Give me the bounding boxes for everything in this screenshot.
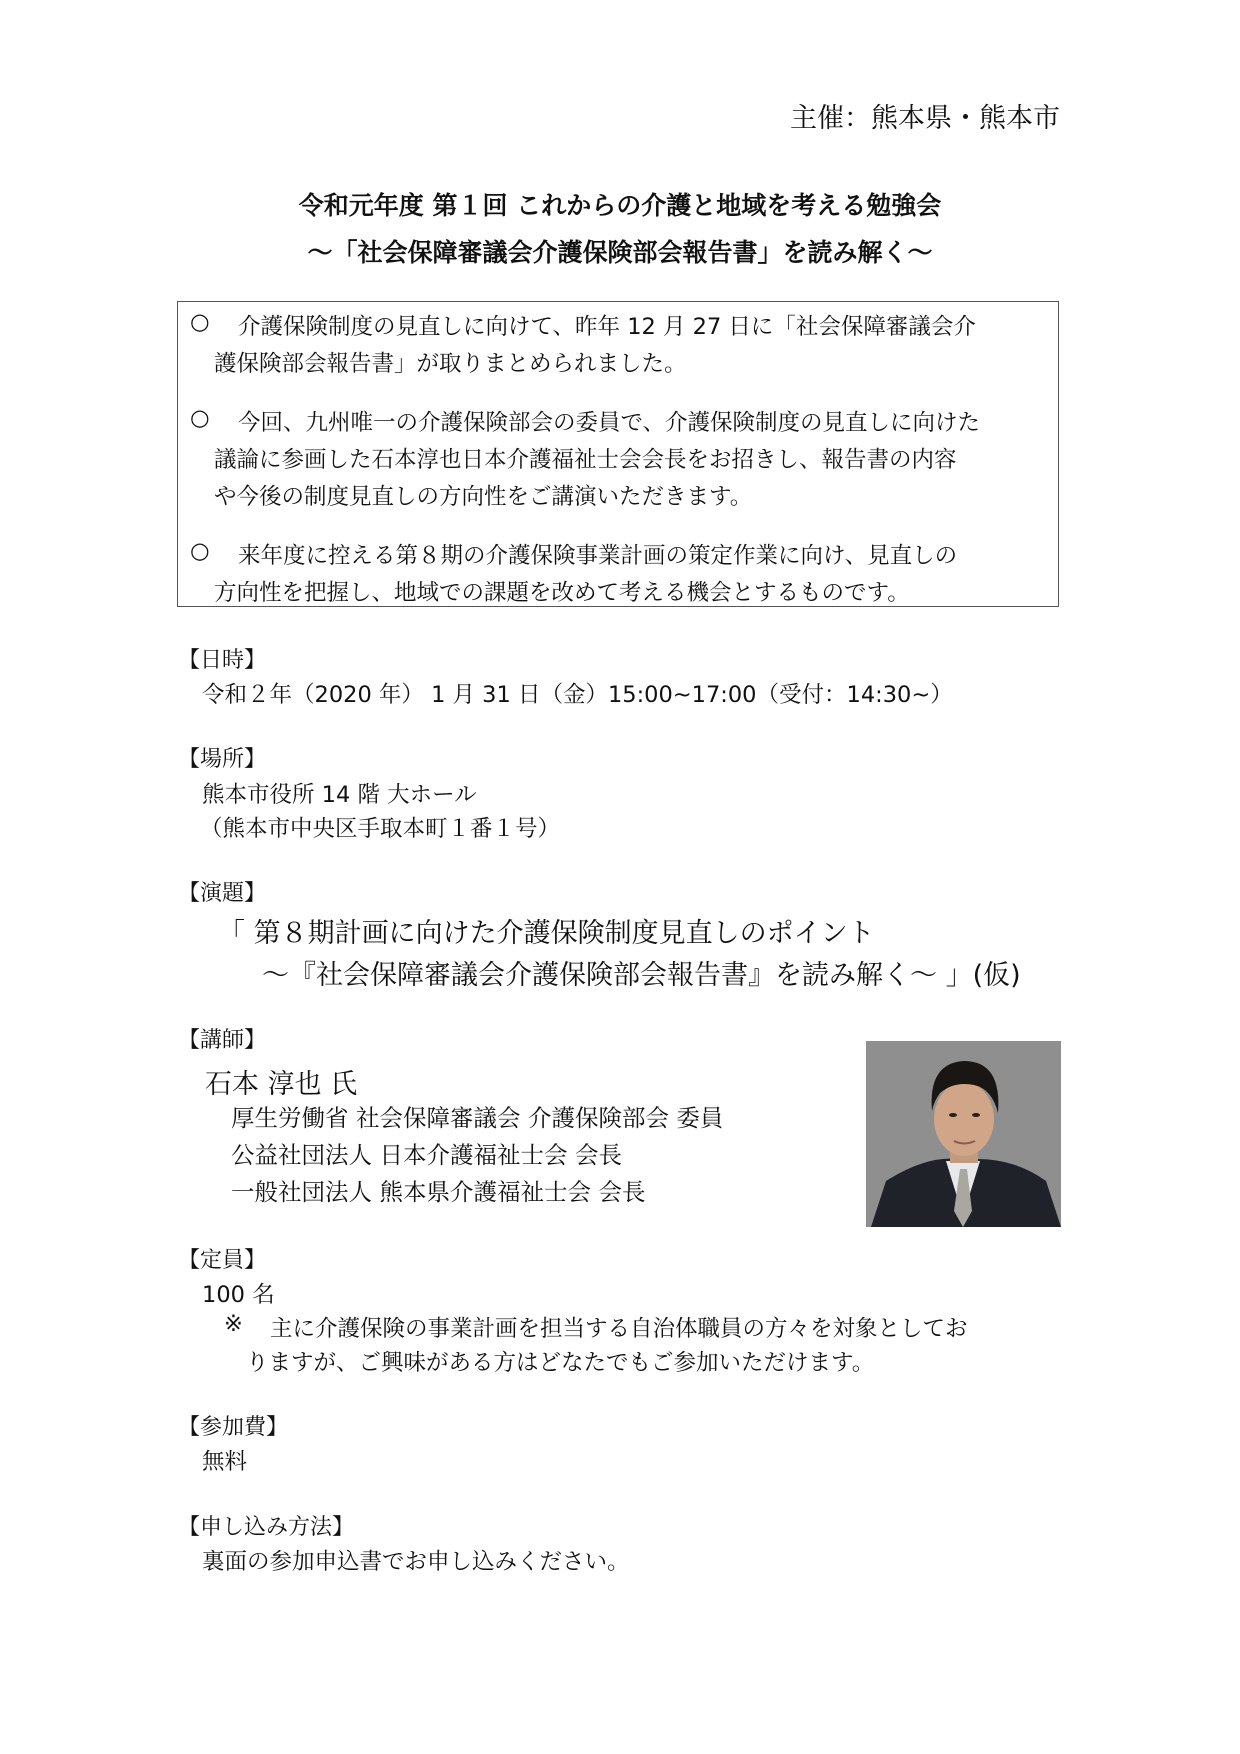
intro-bullet-3-line-2: 方向性を把握し、地域での課題を改めて考える機会とするものです。 [214, 580, 910, 606]
intro-bullet-1-line-1: 介護保険制度の見直しに向けて、昨年 12 月 27 日に「社会保障審議会介 [238, 314, 976, 340]
venue-label: 【場所】 [178, 747, 267, 772]
venue-name: 熊本市役所 14 階 大ホール [202, 782, 477, 808]
topic-line-2: ～『社会保障審議会介護保険部会報告書』を読み解く～ 」(仮) [262, 960, 1021, 991]
bullet-marker: ○ [190, 309, 210, 335]
intro-bullet-2-line-2: 議論に参画した石本淳也日本介護福祉士会会長をお招きし、報告書の内容 [214, 447, 957, 473]
speaker-role-3: 一般社団法人 熊本県介護福祉士会 会長 [231, 1178, 646, 1206]
bullet-marker: ○ [190, 405, 210, 431]
application-label: 【申し込み方法】 [178, 1515, 355, 1540]
venue-address: （熊本市中央区手取本町１番１号） [200, 816, 561, 842]
intro-bullet-1-line-2: 護保険部会報告書」が取りまとめられました。 [214, 351, 687, 377]
capacity-note-line-2: りますが、ご興味がある方はどなたでもご参加いただけます。 [246, 1350, 875, 1376]
datetime-label: 【日時】 [178, 648, 267, 673]
organizer: 主催：熊本県・熊本市 [790, 103, 1060, 134]
event-subtitle: ～「社会保障審議会介護保険部会報告書」を読み解く～ [307, 238, 933, 267]
intro-bullet-3-line-1: 来年度に控える第８期の介護保険事業計画の策定作業に向け、見直しの [238, 543, 958, 569]
fee-label: 【参加費】 [178, 1415, 289, 1440]
intro-bullet-2-line-1: 今回、九州唯一の介護保険部会の委員で、介護保険制度の見直しに向けた [238, 410, 981, 436]
event-title: 令和元年度 第１回 これからの介護と地域を考える勉強会 [298, 191, 942, 220]
capacity-value: 100 名 [202, 1282, 275, 1308]
capacity-label: 【定員】 [178, 1248, 267, 1273]
datetime-value: 令和２年（2020 年） 1 月 31 日（金）15:00~17:00（受付：14:30~） [202, 682, 953, 708]
topic-label: 【演題】 [178, 881, 267, 906]
speaker-photo [866, 1041, 1061, 1227]
speaker-role-1: 厚生労働省 社会保障審議会 介護保険部会 委員 [231, 1104, 724, 1132]
capacity-note-marker: ※ [224, 1311, 243, 1337]
topic-line-1: 「 第８期計画に向けた介護保険制度見直しのポイント [218, 918, 875, 949]
speaker-label: 【講師】 [178, 1028, 267, 1053]
capacity-note-line-1: 主に介護保険の事業計画を担当する自治体職員の方々を対象としてお [270, 1316, 968, 1342]
fee-value: 無料 [202, 1449, 248, 1475]
speaker-name: 石本 淳也 氏 [205, 1069, 358, 1100]
application-value: 裏面の参加申込書でお申し込みください。 [202, 1549, 630, 1575]
speaker-role-2: 公益社団法人 日本介護福祉士会 会長 [231, 1141, 622, 1169]
intro-bullet-2-line-3: や今後の制度見直しの方向性をご講演いただきます。 [214, 484, 753, 510]
bullet-marker: ○ [190, 538, 210, 564]
